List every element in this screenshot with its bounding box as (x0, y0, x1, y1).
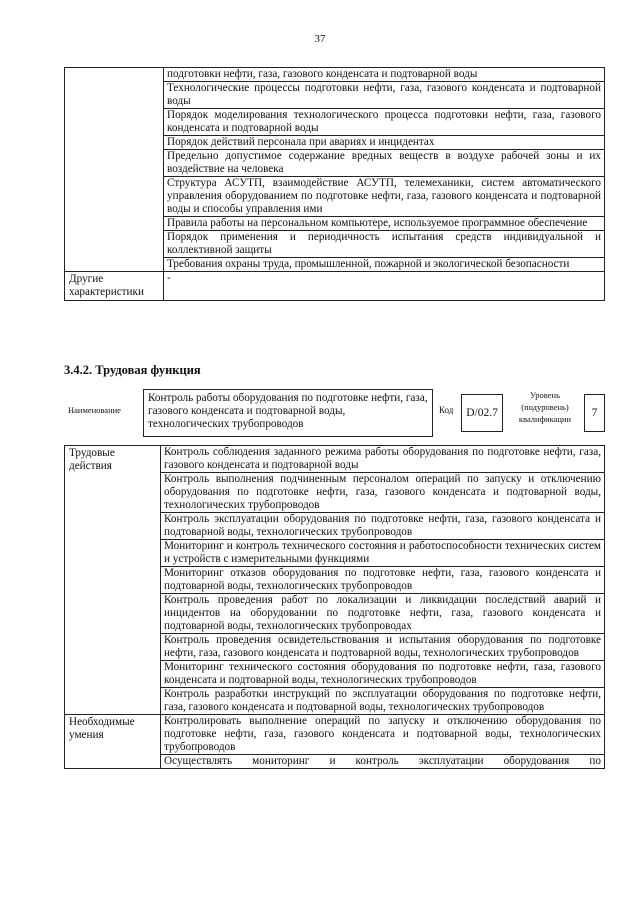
labor-action-item: Контроль проведения работ по локализации и ликвидации последствий аварий и инцидентов на оборудовании по подготовке нефти, газа, газового конденсата и подтоварной воды, технологических трубопроводах (161, 594, 605, 634)
labor-action-item: Контроль эксплуатации оборудования по подготовке нефти, газа, газового конденсата и подтоварной воды, технологических трубопроводов (161, 513, 605, 540)
labor-action-item: Контроль проведения освидетельствования и испытания оборудования по подготовке нефти, газа, газового конденсата и подтоварной воды, технологических трубопроводов (161, 634, 605, 661)
function-header (64, 389, 605, 437)
labor-action-item: Мониторинг технического состояния оборудования по подготовке нефти, газа, газового конденсата и подтоварной воды, технологических трубопроводов (161, 661, 605, 688)
name-label: Наименование (68, 405, 121, 415)
function-table (64, 445, 605, 769)
code-label: Код (439, 405, 454, 415)
labor-action-item: Контроль разработки инструкций по эксплуатации оборудования по подготовке нефти, газа, газового конденсата и подтоварной воды, технологических трубопроводов (161, 688, 605, 715)
knowledge-item: Порядок применения и периодичность испытания средств индивидуальной и коллективной защиты (164, 231, 605, 258)
knowledge-item: Порядок действий персонала при авариях и инцидентах (164, 136, 605, 150)
skill-item: Контролировать выполнение операций по запуску и отключению оборудования по подготовке нефти, газа, газового конденсата и подтоварной воды, технологических трубопроводов (161, 715, 605, 755)
empty-label-cell (65, 68, 164, 272)
table-row (65, 68, 605, 82)
function-code: D/02.7 (461, 394, 503, 432)
labor-action-item: Мониторинг отказов оборудования по подготовке нефти, газа, газового конденсата и подтоварной воды, технологических трубопроводов (161, 567, 605, 594)
labor-action-item: Контроль соблюдения заданного режима работы оборудования по подготовке нефти, газа, газового конденсата и подтоварной воды (161, 446, 605, 473)
knowledge-item: Предельно допустимое содержание вредных веществ в воздухе рабочей зоны и их воздействие на человека (164, 150, 605, 177)
other-characteristics-value: - (164, 272, 605, 301)
knowledge-item: Порядок моделирования технологического процесса подготовки нефти, газа, газового конденсата и подтоварной воды (164, 109, 605, 136)
required-skills-label: Необходимые умения (65, 715, 161, 769)
qualification-level: 7 (584, 394, 605, 432)
table-row (65, 272, 605, 301)
page-number: 37 (314, 33, 326, 45)
knowledge-item: Структура АСУТП, взаимодействие АСУТП, телемеханики, систем автоматического управления оборудованием по подготовке нефти, газа, газового конденсата и подтоварной воды и способы управления ими (164, 177, 605, 217)
table-row (65, 446, 605, 473)
knowledge-item: Правила работы на персональном компьютере, используемое программное обеспечение (164, 217, 605, 231)
knowledge-item: Требования охраны труда, промышленной, пожарной и экологической безопасности (164, 258, 605, 272)
level-label: Уровень (подуровень) квалификации (518, 390, 572, 424)
labor-action-item: Мониторинг и контроль технического состояния и работоспособности технических систем и устройств с измерительными функциями (161, 540, 605, 567)
other-characteristics-label: Другие характеристики (65, 272, 164, 301)
knowledge-table (64, 67, 605, 301)
labor-actions-label: Трудовые действия (65, 446, 161, 715)
function-title: Контроль работы оборудования по подготовке нефти, газа, газового конденсата и подтоварной воды, технологических трубопроводов (143, 389, 433, 437)
knowledge-item: Технологические процессы подготовки нефти, газа, газового конденсата и подтоварной воды (164, 82, 605, 109)
skill-item: Осуществлять мониторинг и контроль эксплуатации оборудования по (161, 755, 605, 769)
labor-action-item: Контроль выполнения подчиненным персоналом операций по запуску и отключению оборудования по подготовке нефти, газа, газового конденсата и подтоварной воды, технологических трубопроводов (161, 473, 605, 513)
knowledge-item: подготовки нефти, газа, газового конденсата и подтоварной воды (164, 68, 605, 82)
section-title: 3.4.2. Трудовая функция (64, 363, 201, 377)
table-row (65, 715, 605, 755)
